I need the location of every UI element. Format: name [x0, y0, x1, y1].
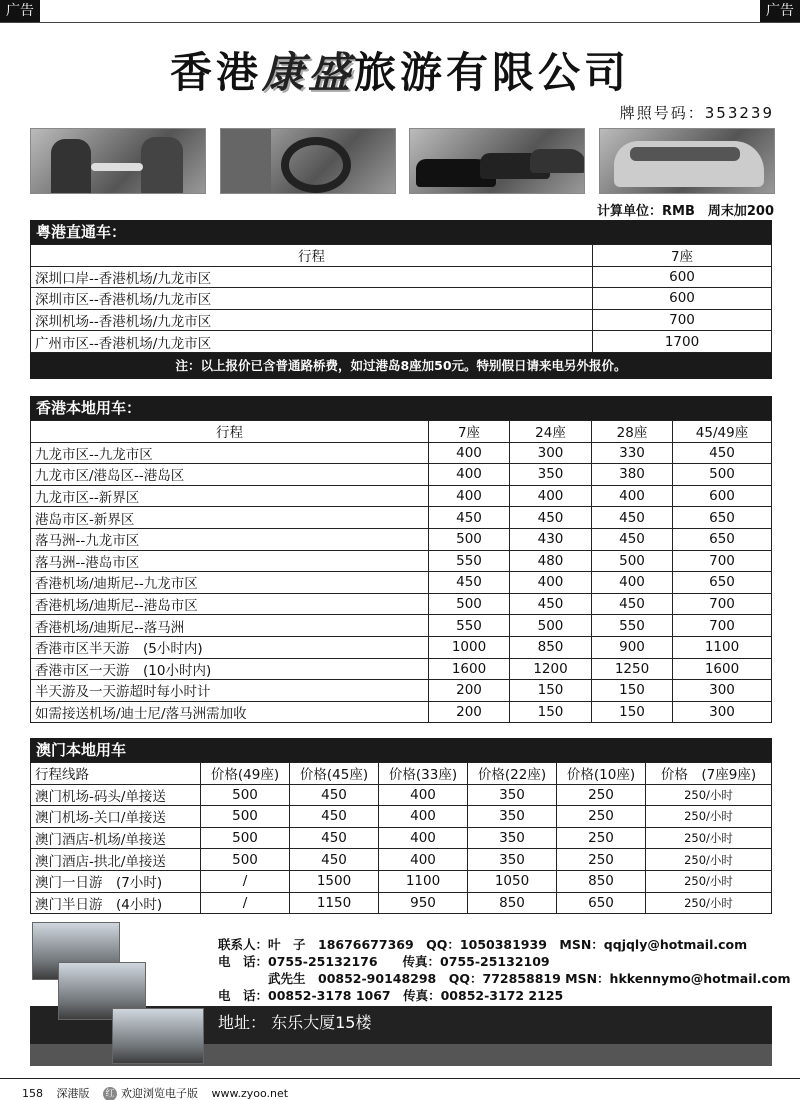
- header-cell: 行程线路: [31, 763, 201, 785]
- price-cell: 1150: [290, 892, 379, 914]
- header-cell: 24座: [510, 421, 592, 443]
- price-cell: 500: [673, 464, 772, 486]
- ad-label-left: 广告: [0, 0, 40, 22]
- macau-table: [30, 762, 772, 914]
- car-interior-photo: [220, 128, 396, 194]
- contact-line: 电 话：00852-3178 1067 传真：00852-3172 2125: [218, 988, 564, 1003]
- table-row: [31, 309, 772, 331]
- route-cell: 澳门酒店-机场/单接送: [31, 827, 201, 849]
- price-cell: 250/小时: [646, 892, 772, 914]
- route-cell: 澳门一日游 (7小时): [31, 870, 201, 892]
- price-cell: 1600: [429, 658, 510, 680]
- price-cell: 400: [379, 849, 468, 871]
- price-cell: 450: [290, 827, 379, 849]
- price-cell: 1700: [593, 331, 772, 353]
- section-title: 澳门本地用车: [30, 738, 772, 762]
- route-cell: 如需接送机场/迪士尼/落马洲需加收: [31, 701, 429, 723]
- address-text: 地址： 东乐大厦15楼: [218, 1013, 372, 1032]
- table-row: [31, 870, 772, 892]
- table-row: [31, 680, 772, 702]
- price-cell: 450: [592, 593, 673, 615]
- header-cell: 行程: [31, 421, 429, 443]
- handshake-photo: [30, 128, 206, 194]
- header-cell: 价格(33座): [379, 763, 468, 785]
- price-cell: 300: [673, 701, 772, 723]
- price-cell: 300: [510, 442, 592, 464]
- price-cell: 250/小时: [646, 827, 772, 849]
- header-cell: 价格(45座): [290, 763, 379, 785]
- table-row: [31, 572, 772, 594]
- price-cell: 500: [201, 849, 290, 871]
- contact-line: 联系人：叶 子 18676677369 QQ：1050381939 MSN：qqjqly@hotmail.com: [218, 937, 748, 952]
- price-cell: 450: [429, 507, 510, 529]
- table-row: [31, 636, 772, 658]
- price-cell: 1100: [379, 870, 468, 892]
- ad-label-right: 广告: [760, 0, 800, 22]
- castle-photo: [112, 1008, 204, 1064]
- sedans-photo: [409, 128, 585, 194]
- price-cell: 600: [593, 266, 772, 288]
- price-cell: 900: [592, 636, 673, 658]
- header-cell: 行程: [31, 245, 593, 267]
- header-cell: 7座: [429, 421, 510, 443]
- price-cell: 450: [290, 849, 379, 871]
- price-cell: 600: [673, 485, 772, 507]
- route-cell: 深圳机场--香港机场/九龙市区: [31, 309, 593, 331]
- guangdong-hk-table: [30, 244, 772, 353]
- price-cell: 500: [201, 827, 290, 849]
- route-cell: 香港机场/迪斯尼--港岛市区: [31, 593, 429, 615]
- table-row: [31, 827, 772, 849]
- table-row: [31, 288, 772, 310]
- browse-text: 欢迎浏览电子版: [121, 1087, 198, 1100]
- price-cell: 400: [429, 485, 510, 507]
- price-cell: 150: [510, 680, 592, 702]
- page-footer: [0, 1078, 800, 1100]
- table-row: [31, 464, 772, 486]
- edition-label: 深港版: [56, 1087, 90, 1100]
- header-cell: 7座: [593, 245, 772, 267]
- price-cell: 250: [557, 784, 646, 806]
- license-number: 牌照号码：353239: [619, 104, 774, 122]
- route-cell: 九龙市区/港岛区--港岛区: [31, 464, 429, 486]
- header-cell: 价格 (7座9座): [646, 763, 772, 785]
- photo-strip: [30, 128, 775, 194]
- price-cell: 650: [673, 507, 772, 529]
- company-title: [0, 40, 800, 100]
- price-cell: 500: [201, 784, 290, 806]
- table-row: [31, 658, 772, 680]
- price-cell: 450: [290, 784, 379, 806]
- company-name-pre: 香港: [169, 48, 262, 97]
- pricing-unit-note: 计算单位：RMB 周末加200: [597, 204, 774, 219]
- price-cell: 200: [429, 680, 510, 702]
- table-row: [31, 485, 772, 507]
- page-number: 158: [22, 1087, 43, 1100]
- price-cell: 400: [592, 485, 673, 507]
- price-cell: 550: [429, 615, 510, 637]
- table-row: [31, 784, 772, 806]
- price-cell: 250: [557, 827, 646, 849]
- contact-line: 武先生 00852-90148298 QQ：772858819 MSN：hkkennymo@hotmail.com: [218, 971, 791, 986]
- price-cell: 700: [593, 309, 772, 331]
- route-cell: 港岛市区-新界区: [31, 507, 429, 529]
- table-row: [31, 806, 772, 828]
- price-cell: 330: [592, 442, 673, 464]
- price-cell: 700: [673, 615, 772, 637]
- company-brand-logo: 康盛: [261, 48, 354, 97]
- price-cell: 400: [510, 572, 592, 594]
- section-title: 香港本地用车：: [30, 396, 772, 420]
- macau-section: [30, 738, 772, 914]
- price-cell: 700: [673, 593, 772, 615]
- price-cell: 1050: [468, 870, 557, 892]
- header-cell: 价格(10座): [557, 763, 646, 785]
- route-cell: 香港市区一天游 (10小时内): [31, 658, 429, 680]
- table-row: [31, 507, 772, 529]
- price-cell: 400: [379, 784, 468, 806]
- route-cell: 澳门酒店-拱北/单接送: [31, 849, 201, 871]
- price-cell: 550: [592, 615, 673, 637]
- price-cell: 850: [510, 636, 592, 658]
- price-cell: 480: [510, 550, 592, 572]
- top-divider: [0, 22, 800, 23]
- route-cell: 广州市区--香港机场/九龙市区: [31, 331, 593, 353]
- price-cell: 150: [592, 680, 673, 702]
- table-row: [31, 615, 772, 637]
- route-cell: 澳门半日游 (4小时): [31, 892, 201, 914]
- price-cell: 250: [557, 806, 646, 828]
- price-cell: 1000: [429, 636, 510, 658]
- route-cell: 香港机场/迪斯尼--九龙市区: [31, 572, 429, 594]
- table-row: [31, 528, 772, 550]
- price-cell: 500: [429, 528, 510, 550]
- price-cell: 450: [592, 507, 673, 529]
- price-cell: 650: [557, 892, 646, 914]
- route-cell: 香港机场/迪斯尼--落马洲: [31, 615, 429, 637]
- price-cell: 1100: [673, 636, 772, 658]
- price-cell: 450: [510, 593, 592, 615]
- route-cell: 深圳口岸--香港机场/九龙市区: [31, 266, 593, 288]
- price-cell: 380: [592, 464, 673, 486]
- price-cell: 550: [429, 550, 510, 572]
- price-cell: 850: [557, 870, 646, 892]
- route-cell: 九龙市区--九龙市区: [31, 442, 429, 464]
- price-cell: 500: [429, 593, 510, 615]
- price-cell: 300: [673, 680, 772, 702]
- header-cell: 价格(22座): [468, 763, 557, 785]
- header-cell: 价格(49座): [201, 763, 290, 785]
- route-cell: 香港市区半天游 (5小时内): [31, 636, 429, 658]
- price-cell: 650: [673, 572, 772, 594]
- company-name-post: 旅游有限公司: [354, 48, 631, 97]
- route-cell: 落马洲--港岛市区: [31, 550, 429, 572]
- contact-line: 电 话：0755-25132176 传真：0755-25132109: [218, 954, 550, 969]
- price-cell: 1200: [510, 658, 592, 680]
- route-cell: 半天游及一天游超时每小时计: [31, 680, 429, 702]
- price-cell: 450: [510, 507, 592, 529]
- route-cell: 澳门机场-关口/单接送: [31, 806, 201, 828]
- price-cell: 350: [510, 464, 592, 486]
- price-cell: 350: [468, 827, 557, 849]
- hk-local-table: [30, 420, 772, 723]
- price-cell: 450: [673, 442, 772, 464]
- table-header-row: [31, 763, 772, 785]
- table-row: [31, 593, 772, 615]
- minivan-photo: [599, 128, 775, 194]
- price-cell: /: [201, 892, 290, 914]
- price-cell: 700: [673, 550, 772, 572]
- price-cell: 1600: [673, 658, 772, 680]
- price-cell: 1250: [592, 658, 673, 680]
- price-cell: 500: [510, 615, 592, 637]
- table-row: [31, 331, 772, 353]
- price-cell: 400: [379, 827, 468, 849]
- route-cell: 深圳市区--香港机场/九龙市区: [31, 288, 593, 310]
- price-cell: 400: [379, 806, 468, 828]
- route-cell: 澳门机场-码头/单接送: [31, 784, 201, 806]
- price-cell: 600: [593, 288, 772, 310]
- magazine-logo-icon: 红: [103, 1087, 117, 1100]
- table-row: [31, 266, 772, 288]
- price-cell: 450: [429, 572, 510, 594]
- price-cell: 250: [557, 849, 646, 871]
- table-row: [31, 892, 772, 914]
- price-cell: 450: [592, 528, 673, 550]
- table-header-row: [31, 245, 772, 267]
- website-link[interactable]: www.zyoo.net: [211, 1087, 289, 1100]
- price-cell: 400: [429, 464, 510, 486]
- section-title: 粤港直通车：: [30, 220, 772, 244]
- contact-info: [218, 936, 791, 1004]
- price-cell: 430: [510, 528, 592, 550]
- header-cell: 45/49座: [673, 421, 772, 443]
- price-cell: 950: [379, 892, 468, 914]
- price-cell: 250/小时: [646, 806, 772, 828]
- price-cell: 850: [468, 892, 557, 914]
- price-note: 注：以上报价已含普通路桥费，如过港岛8座加50元。特别假日请来电另外报价。: [30, 353, 772, 379]
- price-cell: 250/小时: [646, 784, 772, 806]
- price-cell: 250/小时: [646, 849, 772, 871]
- price-cell: 450: [290, 806, 379, 828]
- table-row: [31, 442, 772, 464]
- price-cell: 400: [510, 485, 592, 507]
- price-cell: 650: [673, 528, 772, 550]
- table-row: [31, 550, 772, 572]
- price-cell: 150: [510, 701, 592, 723]
- price-cell: 200: [429, 701, 510, 723]
- price-cell: 400: [429, 442, 510, 464]
- header-cell: 28座: [592, 421, 673, 443]
- price-cell: 400: [592, 572, 673, 594]
- price-cell: 1500: [290, 870, 379, 892]
- price-cell: 350: [468, 849, 557, 871]
- table-header-row: [31, 421, 772, 443]
- price-cell: 350: [468, 784, 557, 806]
- price-cell: 350: [468, 806, 557, 828]
- price-cell: 150: [592, 701, 673, 723]
- route-cell: 九龙市区--新界区: [31, 485, 429, 507]
- table-row: [31, 701, 772, 723]
- hk-local-section: [30, 396, 772, 723]
- guangdong-hk-section: [30, 220, 772, 379]
- price-cell: 250/小时: [646, 870, 772, 892]
- price-cell: 500: [201, 806, 290, 828]
- table-row: [31, 849, 772, 871]
- price-cell: /: [201, 870, 290, 892]
- price-cell: 500: [592, 550, 673, 572]
- route-cell: 落马洲--九龙市区: [31, 528, 429, 550]
